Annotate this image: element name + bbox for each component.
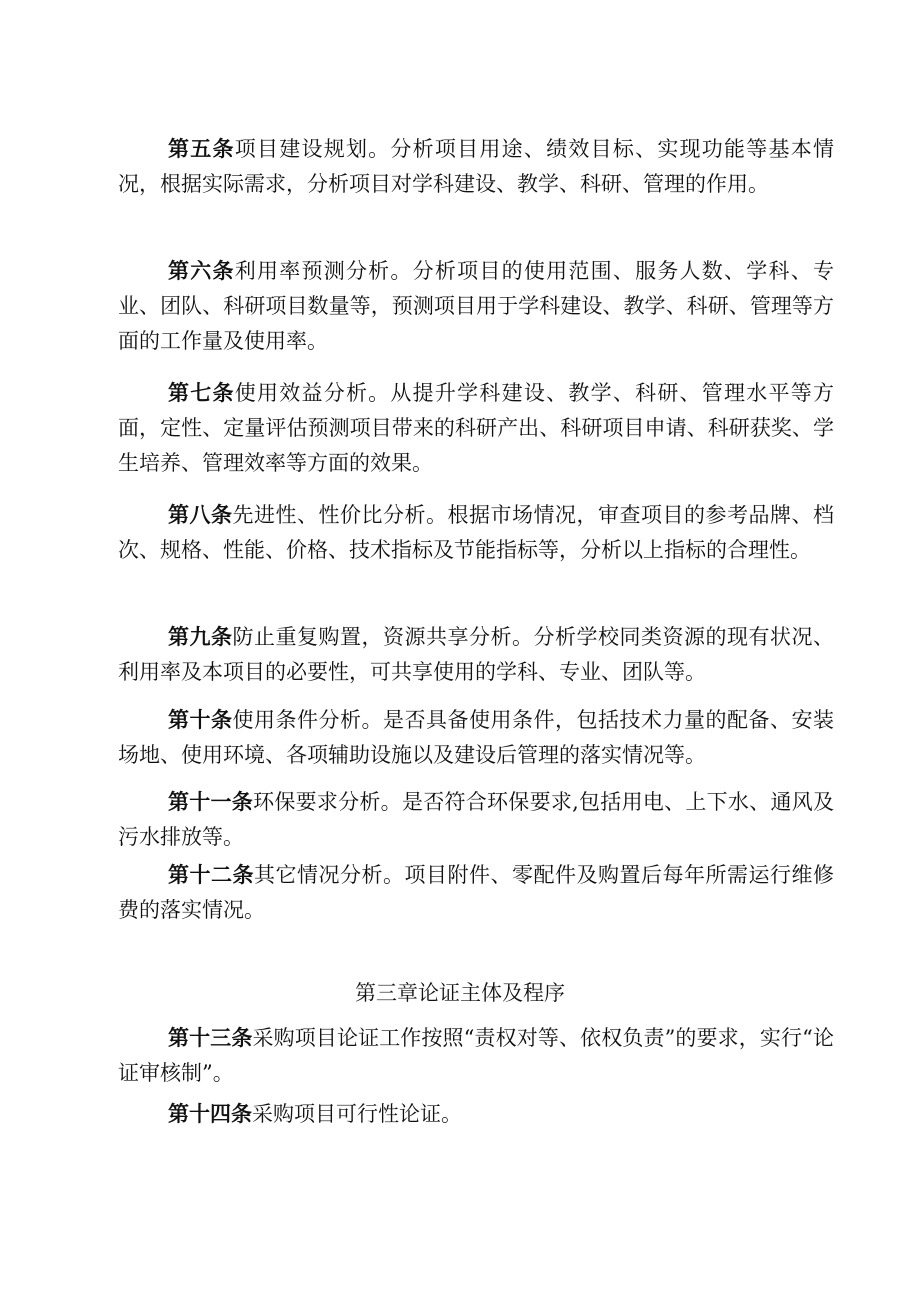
article-lead: 第九条	[168, 625, 233, 649]
article-lead: 第十四条	[168, 1102, 252, 1126]
article-text: 其它情况分析。项目附件、零配件及购置后每年所需运行维修费的落实情况。	[118, 863, 834, 922]
article-text: 项目建设规划。分析项目用途、绩效目标、实现功能等基本情况，根据实际需求，分析项目对学科建设、教学、科研、管理的作用。	[118, 137, 835, 196]
article-lead: 第十条	[168, 708, 233, 732]
article-5	[118, 132, 834, 202]
article-9	[118, 620, 834, 690]
article-text: 防止重复购置，资源共享分析。分析学校同类资源的现有状况、利用率及本项目的必要性，可共享使用的学科、专业、团队等。	[118, 625, 834, 684]
article-lead: 第十一条	[168, 790, 254, 814]
article-14	[118, 1097, 834, 1132]
article-text: 先进性、性价比分析。根据市场情况，审查项目的参考品牌、档次、规格、性能、价格、技术指标及节能指标等，分析以上指标的合理性。	[118, 503, 834, 562]
article-7	[118, 376, 834, 481]
article-12	[118, 858, 834, 928]
article-text: 环保要求分析。是否符合环保要求,包括用电、上下水、通风及污水排放等。	[118, 790, 834, 849]
article-lead: 第八条	[168, 503, 233, 527]
article-lead: 第六条	[168, 259, 235, 283]
article-6	[118, 254, 834, 359]
article-lead: 第七条	[168, 381, 235, 405]
article-text: 采购项目论证工作按照“责权对等、依权负责”的要求，实行“论证审核制”。	[118, 1026, 834, 1085]
article-8	[118, 498, 834, 568]
article-11	[118, 785, 834, 855]
article-10	[118, 703, 834, 773]
article-lead: 第五条	[168, 137, 235, 161]
article-text: 利用率预测分析。分析项目的使用范围、服务人数、学科、专业、团队、科研项目数量等，预测项目用于学科建设、教学、科研、管理等方面的工作量及使用率。	[118, 259, 835, 353]
article-text: 使用条件分析。是否具备使用条件，包括技术力量的配备、安装场地、使用环境、各项辅助设施以及建设后管理的落实情况等。	[118, 708, 834, 767]
article-lead: 第十三条	[168, 1026, 253, 1050]
chapter-heading: 第三章论证主体及程序	[355, 981, 565, 1005]
article-13	[118, 1021, 834, 1091]
article-text: 使用效益分析。从提升学科建设、教学、科研、管理水平等方面，定性、定量评估预测项目带来的科研产出、科研项目申请、科研获奖、学生培养、管理效率等方面的效果。	[118, 381, 835, 475]
article-lead: 第十二条	[168, 863, 254, 887]
article-text: 采购项目可行性论证。	[252, 1102, 462, 1126]
